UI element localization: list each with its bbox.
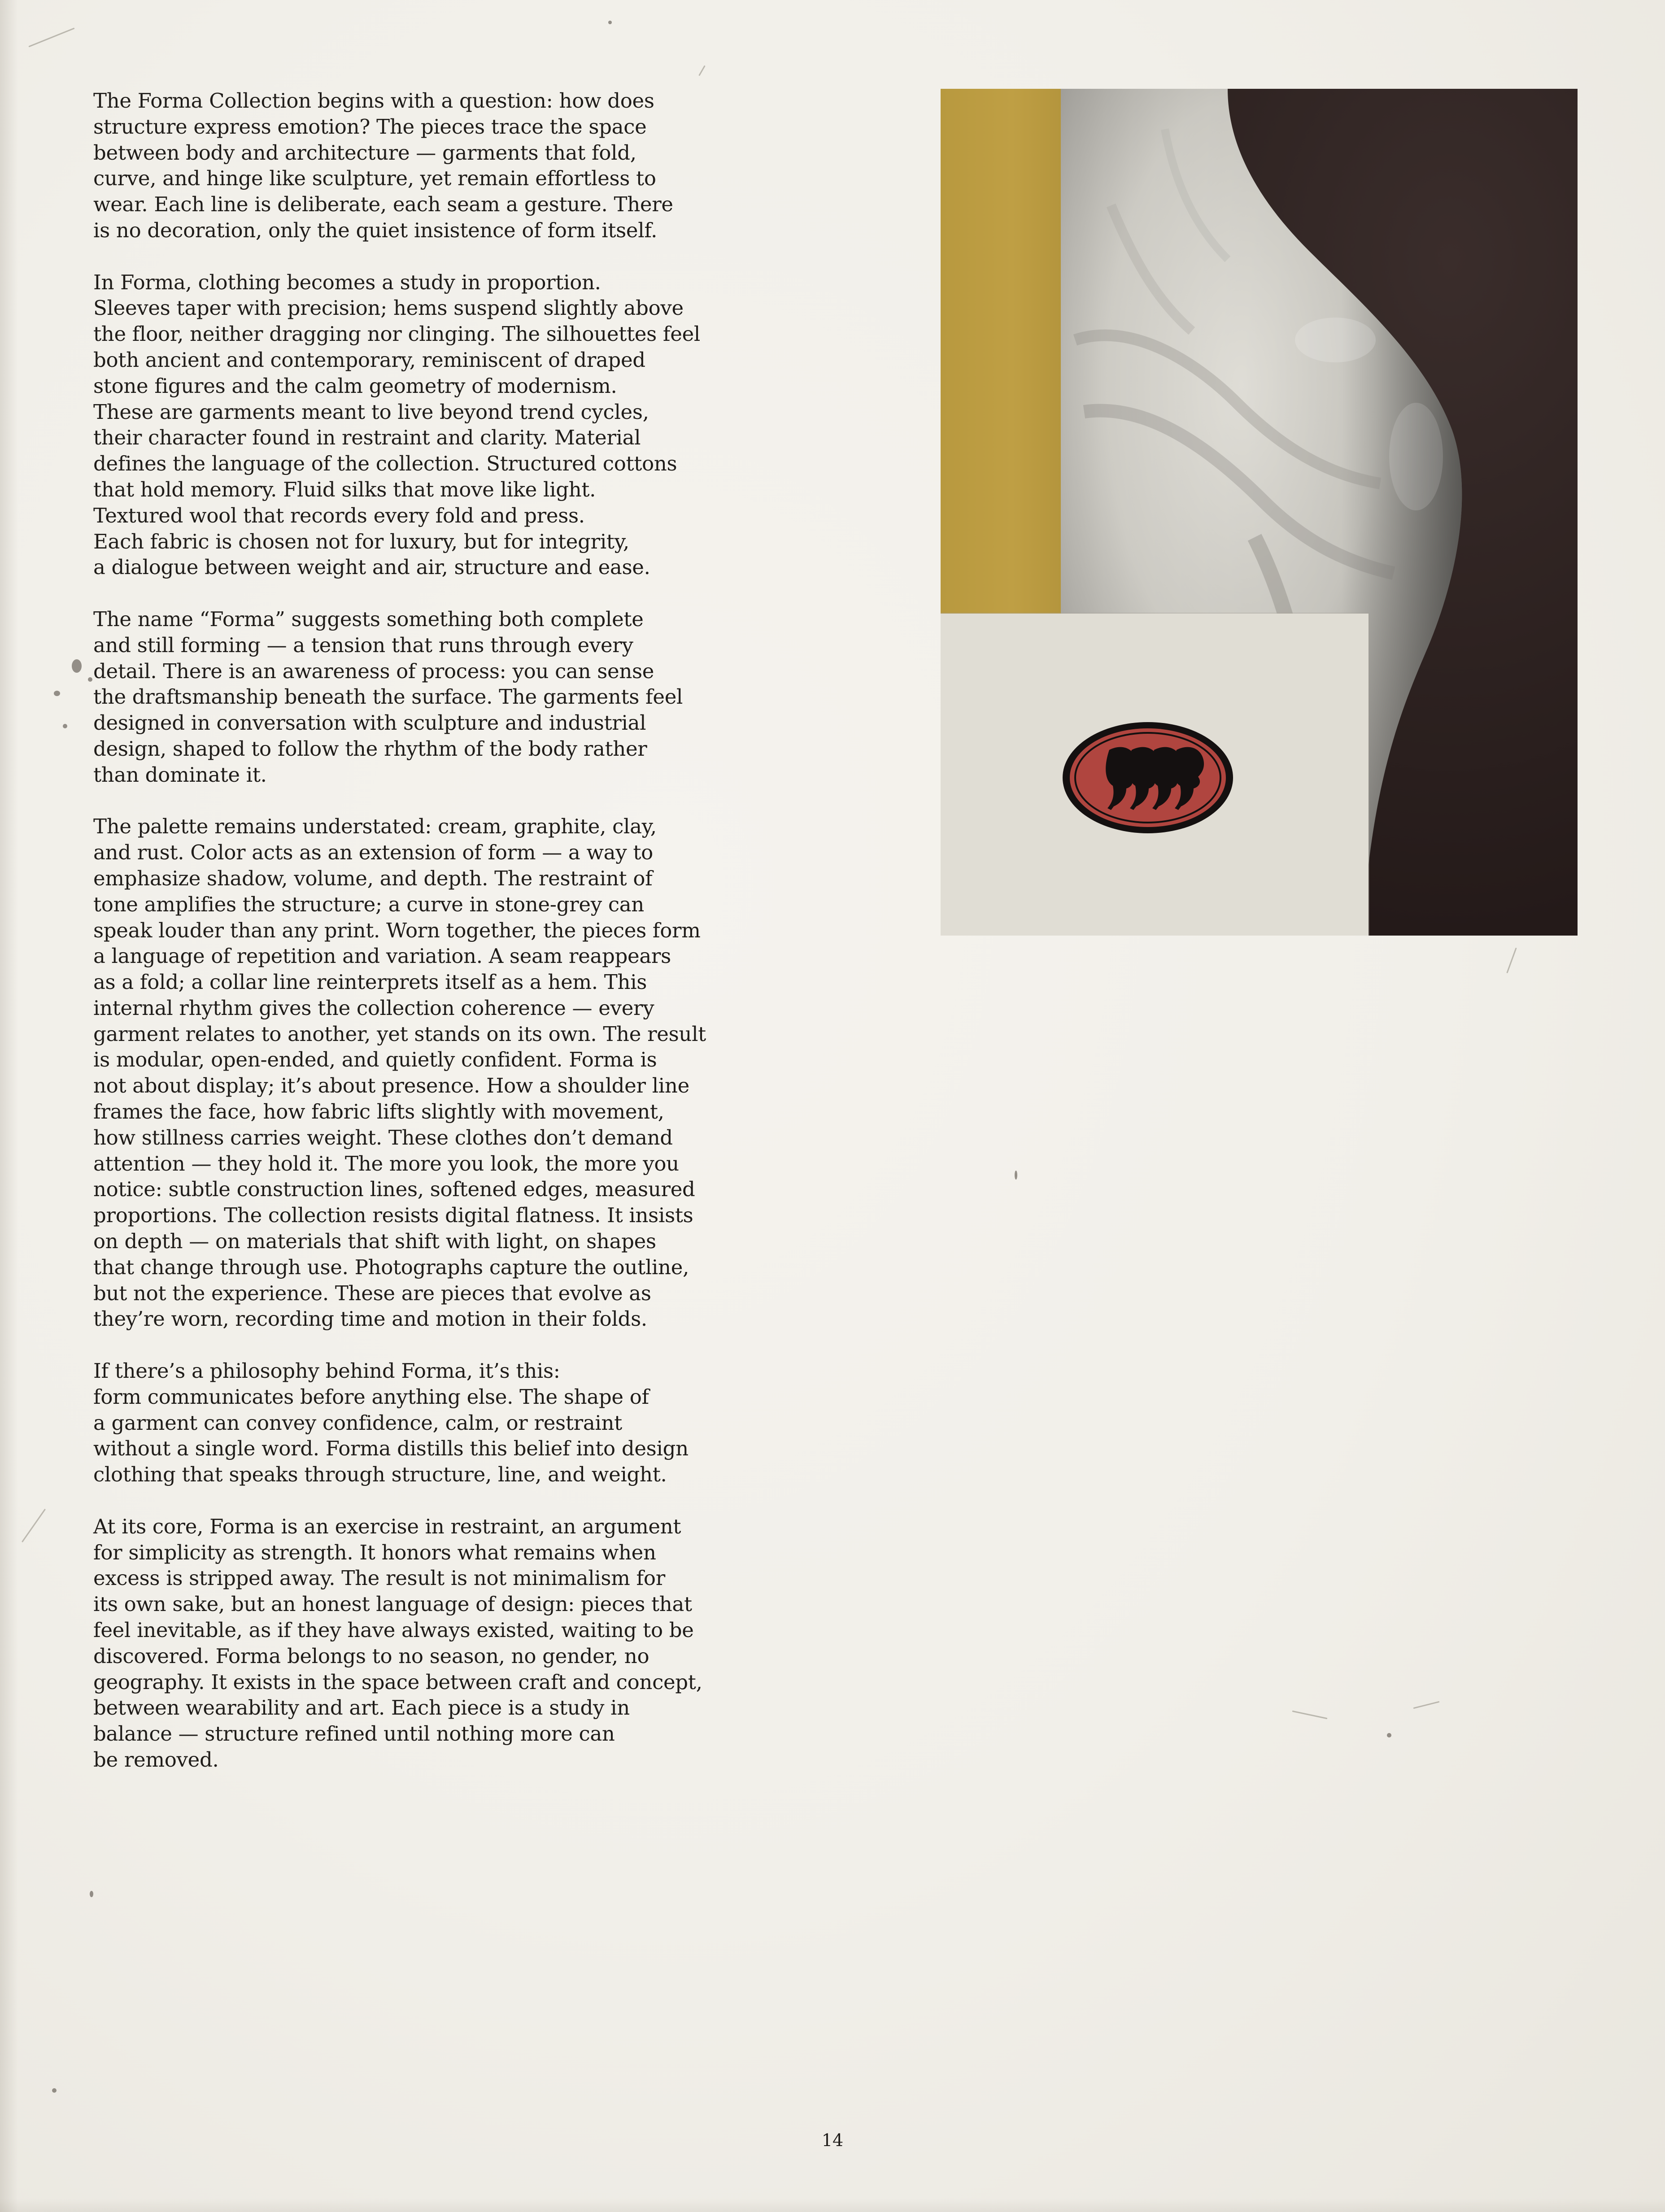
paper-speck bbox=[88, 677, 92, 682]
oval-emblem-four-profiles-icon bbox=[1059, 718, 1237, 837]
article-paragraph-4: The palette remains understated: cream, graphite, clay, and rust. Color acts as an extension of form — a way to emphasize shadow, volume, and depth. The restraint of tone amplifies the structure; a curve in stone-grey can speak louder than any print. Worn together, the pieces form a language of repetition and variation. A seam reappears as a fold; a collar line reinterprets itself as a hem. This internal rhythm gives the collection coherence — every garment relates to another, yet stands on its own. The result is modular, open-ended, and quietly confident. Forma is not about display; it’s about presence. How a shoulder line frames the face, how fabric lifts slightly with movement, how stillness carries weight. These clothes don’t demand attention — they hold it. The more you look, the more you notice: subtle construction lines, softened edges, measured proportions. The collection resists digital flatness. It insists on depth — on materials that shift with light, on shapes that change through use. Photographs capture the outline, but not the experience. These are pieces that evolve as they’re worn, recording time and motion in their folds. bbox=[93, 814, 706, 1331]
article-paragraph-1: The Forma Collection begins with a question: how does structure express emotion? The pieces trace the space between body and architecture — garments that fold, curve, and hinge like sculpture, yet remain effortless to wear. Each line is deliberate, each seam a gesture. There is no decoration, only the quiet insistence of form itself. bbox=[93, 89, 673, 242]
article-body bbox=[93, 88, 721, 1799]
article-paragraph-6: At its core, Forma is an exercise in restraint, an argument for simplicity as strength. It honors what remains when excess is stripped away. The result is not minimalism for its own sake, but an honest language of design: pieces that feel inevitable, as if they have always existed, waiting to be discovered. Forma belongs to no season, no gender, no geography. It exists in the space between craft and concept, between wearability and art. Each piece is a study in balance — structure refined until nothing more can be removed. bbox=[93, 1514, 702, 1772]
page-number: 14 bbox=[821, 2130, 844, 2150]
page-bottom-shadow bbox=[0, 2199, 1665, 2212]
article-paragraph-5: If there’s a philosophy behind Forma, it’s this: form communicates before anything else. The shape of a garment can convey confidence, calm, or restraint without a single word. Forma distills this belief into design clothing that speaks through structure, line, and weight. bbox=[93, 1359, 689, 1487]
paper-speck bbox=[52, 2088, 57, 2093]
paper-speck bbox=[63, 724, 67, 728]
paper-speck bbox=[608, 21, 612, 24]
paper-scratch bbox=[1413, 1701, 1440, 1709]
paper-speck bbox=[54, 691, 60, 696]
paper-scratch bbox=[28, 28, 74, 48]
article-paragraph-3: The name “Forma” suggests something both complete and still forming — a tension that runs through every detail. There is an awareness of process: you can sense the draftsmanship beneath the surface. The garments feel designed in conversation with sculpture and industrial design, shaped to follow the rhythm of the body rather than dominate it. bbox=[93, 607, 683, 787]
paper-scratch bbox=[1506, 948, 1517, 973]
paper-speck bbox=[72, 659, 82, 673]
paper-scratch bbox=[698, 65, 706, 76]
ochre-color-block bbox=[941, 89, 1061, 614]
page-edge-shadow bbox=[0, 0, 18, 2212]
photo-collage bbox=[941, 89, 1578, 936]
article-paragraph-2: In Forma, clothing becomes a study in proportion. Sleeves taper with precision; hems suspend slightly above the floor, neither dragging nor clinging. The silhouettes feel both ancient and contemporary, reminiscent of draped stone figures and the calm geometry of modernism. These are garments meant to live beyond trend cycles, their character found in restraint and clarity. Material defines the language of the collection. Structured cottons that hold memory. Fluid silks that move like light. Textured wool that records every fold and press. Each fabric is chosen not for luxury, but for integrity, a dialogue between weight and air, structure and ease. bbox=[93, 270, 701, 579]
paper-speck bbox=[90, 1891, 93, 1897]
label-card bbox=[941, 614, 1369, 936]
paper-scratch bbox=[22, 1509, 46, 1542]
paper-speck bbox=[1015, 1171, 1017, 1180]
paper-speck bbox=[1387, 1733, 1391, 1737]
paper-scratch bbox=[1292, 1711, 1328, 1720]
